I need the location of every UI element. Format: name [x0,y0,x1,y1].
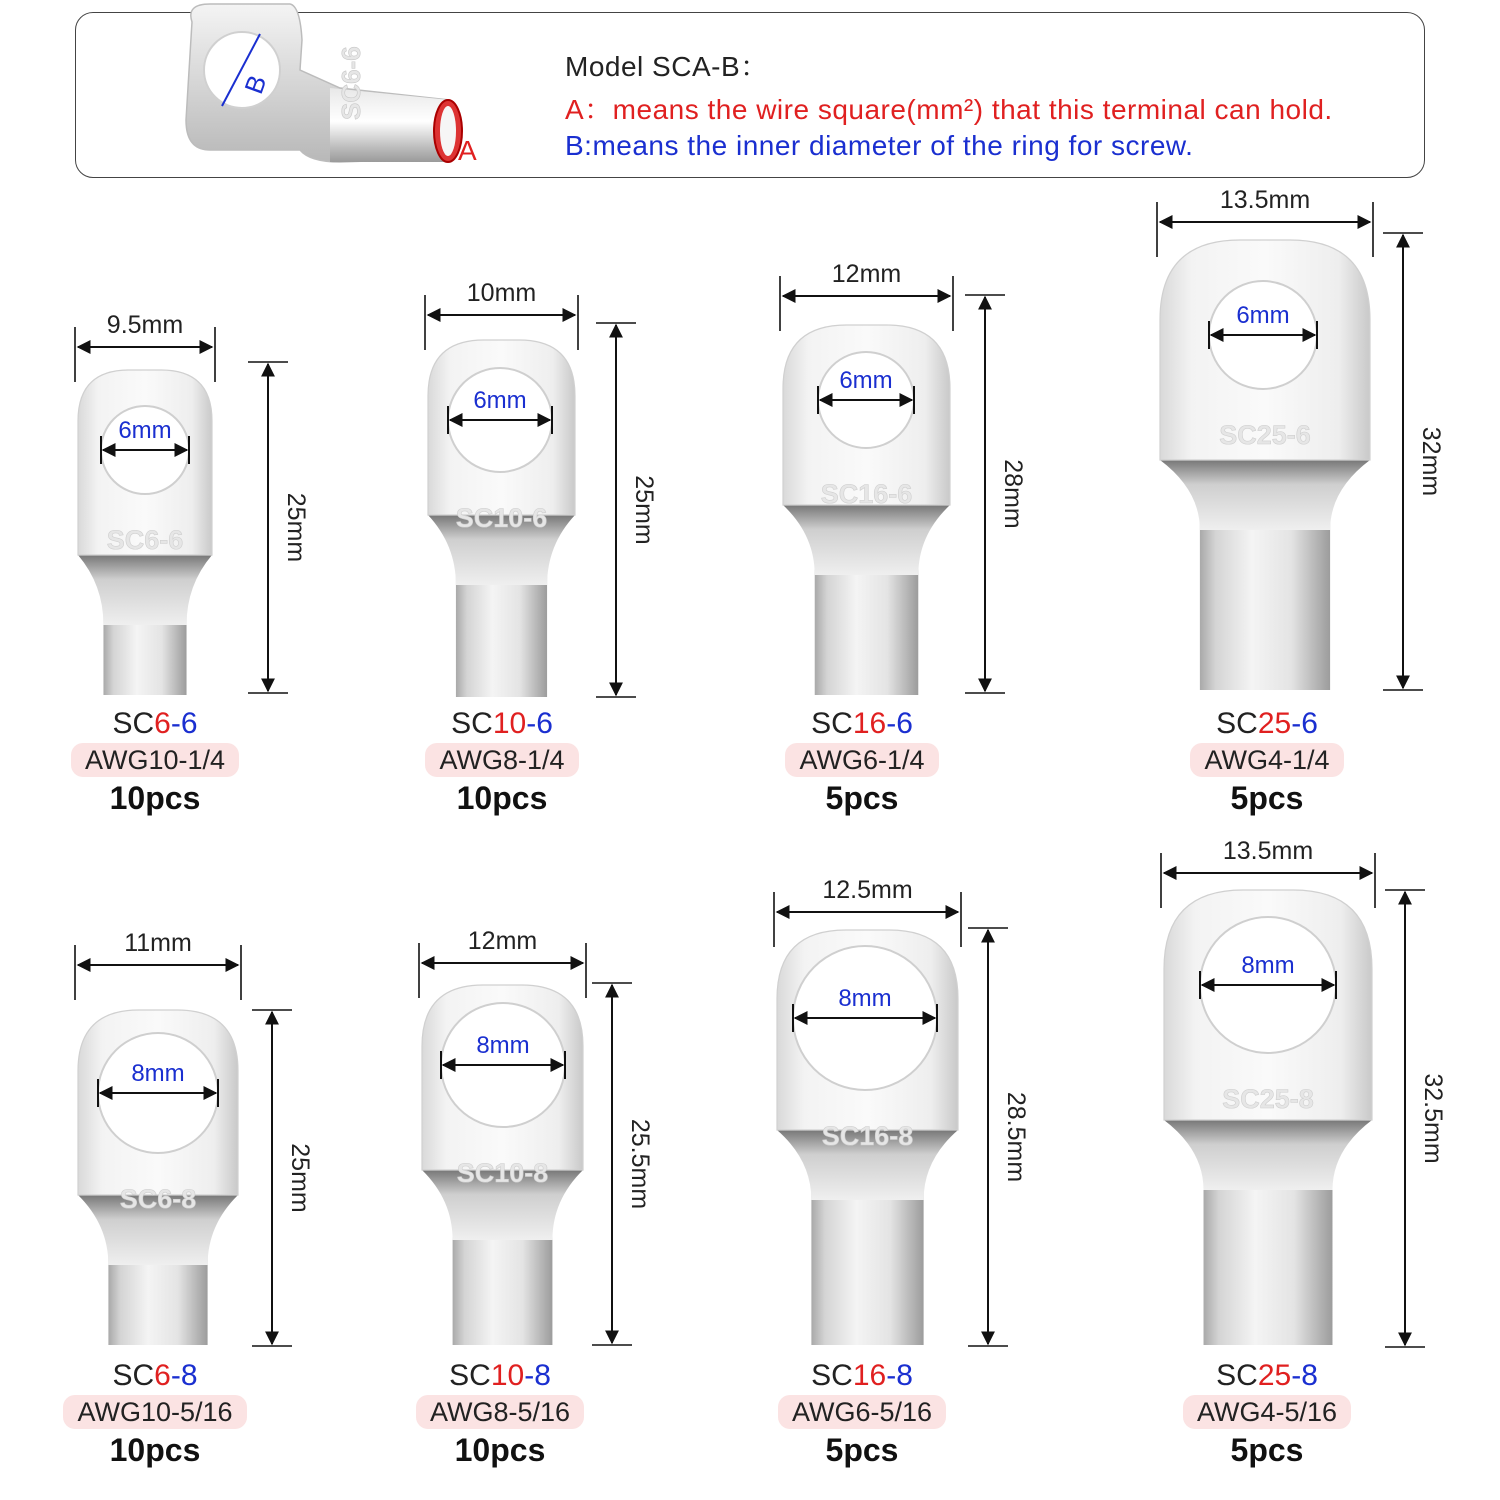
width-label: 12mm [831,260,902,288]
terminal-label-sc10-8 [350,1360,650,1469]
awg-badge: AWG4-5/16 [1183,1395,1351,1429]
hole-diameter-label: 8mm [838,985,892,1012]
screw-size: 8 [180,1359,198,1392]
terminal-stamp: SC6-8 [119,1184,197,1214]
terminal-label-sc6-8 [5,1360,305,1469]
legend-model-line: Model SCA-B： [565,51,769,82]
model-name [352,708,652,740]
hole-diameter-label: 8mm [1241,952,1295,979]
terminal-stamp: SC16-6 [820,479,913,509]
legend-stamp: SC6-6 [336,46,366,120]
neck [78,555,212,625]
legend-a-label: A [458,135,477,166]
model-prefix: SC [112,707,155,740]
width-label: 11mm [124,929,192,957]
wire-size: 6 [154,1359,171,1392]
model-name [5,708,305,740]
wire-size: 16 [852,1359,887,1392]
quantity: 5pcs [825,1432,899,1468]
quantity: 10pcs [456,780,548,816]
width-label: 12.5mm [822,876,913,904]
model-name [712,708,1012,740]
height-label: 32.5mm [1419,1073,1447,1164]
terminal-sc6-6 [75,311,310,695]
terminal-label-sc10-6 [352,708,652,817]
screw-size: 6 [180,707,198,740]
model-name [5,1360,305,1392]
wire-size: 16 [852,707,887,740]
height-label: 25mm [630,475,658,545]
model-prefix: SC [451,707,493,740]
hole-diameter-label: 6mm [839,367,893,394]
terminal-stamp: SC10-8 [456,1158,549,1188]
width-label: 9.5mm [106,311,184,339]
legend-b-explanation: B:means the inner diameter of the ring for screw. [565,130,1194,161]
awg-badge: AWG8-1/4 [425,743,578,777]
terminal-stamp: SC25-8 [1222,1084,1314,1114]
hole-diameter-label: 8mm [131,1060,185,1087]
legend-b-label: B [238,71,273,98]
awg-badge: AWG10-1/4 [71,743,239,777]
model-name [712,1360,1012,1392]
model-name [1117,1360,1417,1392]
screw-size: 8 [1301,1359,1318,1392]
model-name [1117,708,1417,740]
model-dash: - [1291,1359,1302,1392]
terminal-sc16-8 [774,876,1030,1346]
terminal-sc25-6 [1157,186,1445,690]
width-label: 13.5mm [1219,186,1311,214]
terminal-label-sc16-8 [712,1360,1012,1469]
neck [1164,1120,1372,1190]
screw-size: 8 [896,1359,913,1392]
model-name [350,1360,650,1392]
quantity: 5pcs [825,780,899,816]
model-dash: - [170,707,181,740]
awg-badge: AWG6-5/16 [778,1395,946,1429]
terminal-stamp: SC16-8 [821,1121,914,1151]
screw-size: 8 [534,1359,551,1392]
width-label: 12mm [467,927,538,955]
height-label: 28.5mm [1002,1091,1030,1183]
terminal-label-sc16-6 [712,708,1012,817]
model-dash: - [886,1359,897,1392]
terminal-label-sc6-6 [5,708,305,817]
quantity: 5pcs [1230,780,1304,816]
terminal-sc25-8 [1161,837,1447,1347]
wire-size: 6 [154,707,171,740]
wire-size: 25 [1257,707,1292,740]
height-label: 28mm [999,459,1027,529]
screw-size: 6 [1301,707,1318,740]
quantity: 10pcs [454,1432,546,1468]
screw-size: 6 [896,707,913,740]
model-dash: - [524,1359,535,1392]
awg-badge: AWG4-1/4 [1190,743,1343,777]
height-label: 32mm [1417,426,1445,497]
terminal-stamp: SC10-6 [455,503,548,533]
terminal-label-sc25-6 [1117,708,1417,817]
height-label: 25.5mm [626,1118,654,1210]
quantity: 10pcs [109,1432,201,1468]
screw-size: 6 [536,707,553,740]
model-prefix: SC [811,1359,853,1392]
awg-badge: AWG6-1/4 [785,743,938,777]
hole-diameter-label: 6mm [473,387,527,414]
wire-size: 25 [1257,1359,1292,1392]
terminal-stamp: SC25-6 [1219,420,1311,450]
quantity: 5pcs [1230,1432,1304,1468]
wire-size: 10 [492,707,527,740]
height-label: 25mm [282,492,310,563]
hole-diameter-label: 6mm [118,417,172,444]
quantity: 10pcs [109,780,201,816]
hole-diameter-label: 8mm [476,1032,530,1059]
width-label: 10mm [466,279,537,307]
height-label: 25mm [286,1143,314,1213]
model-prefix: SC [1216,707,1258,740]
terminal-stamp: SC6-6 [106,525,184,555]
neck [783,505,950,575]
awg-badge: AWG8-5/16 [416,1395,584,1429]
model-prefix: SC [1216,1359,1258,1392]
model-dash: - [170,1359,181,1392]
model-prefix: SC [449,1359,491,1392]
terminal-sc6-8 [75,929,314,1346]
terminal-sc16-6 [780,260,1027,695]
neck [1160,460,1370,530]
wire-size: 10 [490,1359,525,1392]
model-dash: - [1291,707,1302,740]
awg-badge: AWG10-5/16 [63,1395,246,1429]
terminal-sc10-8 [419,927,654,1345]
model-dash: - [526,707,537,740]
model-prefix: SC [112,1359,155,1392]
width-label: 13.5mm [1222,837,1314,865]
model-prefix: SC [811,707,853,740]
terminal-label-sc25-8 [1117,1360,1417,1469]
hole-diameter-label: 6mm [1236,302,1290,329]
legend-a-explanation: A：means the wire square(mm²) that this terminal can hold. [565,94,1333,125]
terminal-sc10-6 [425,279,658,697]
model-dash: - [886,707,897,740]
